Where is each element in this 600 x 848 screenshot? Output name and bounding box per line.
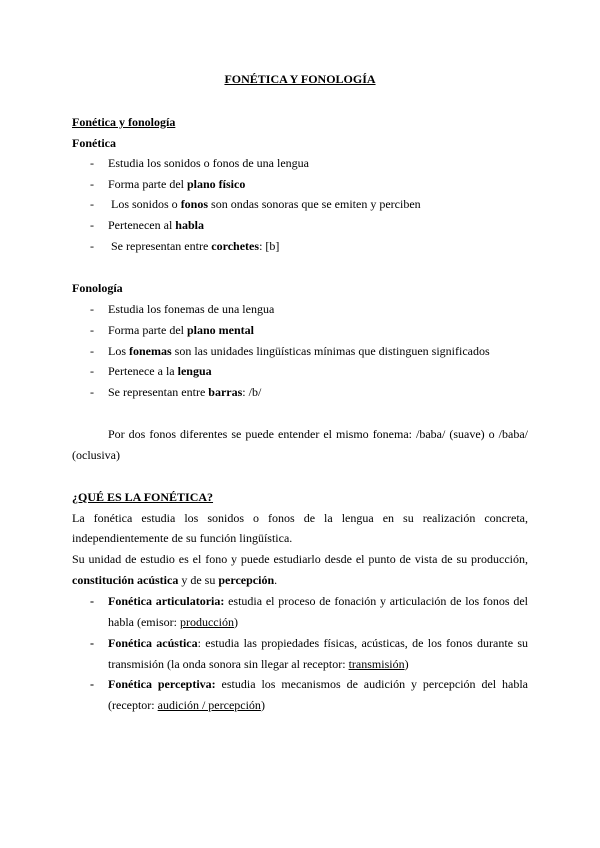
list-dash: - — [90, 344, 94, 358]
list-dash: - — [90, 177, 94, 191]
list-dash: - — [90, 302, 94, 316]
subheading-fonetica: Fonética — [72, 136, 116, 150]
list-item: Pertenecen al habla — [108, 218, 204, 232]
list-dash: - — [90, 197, 94, 211]
list-item: Estudia los fonemas de una lengua — [108, 302, 275, 316]
example-paragraph-line1: Por dos fonos diferentes se puede entender el mismo fonema: /baba/ (suave) o /baba/ — [108, 427, 528, 441]
list-item: Se representan entre corchetes: [b] — [108, 239, 280, 253]
example-paragraph-line2: (oclusiva) — [72, 448, 120, 462]
list-item: Se representan entre barras: /b/ — [108, 385, 262, 399]
paragraph-1-line2: independientemente de su función lingüística. — [72, 531, 293, 545]
list-item: Pertenece a la lengua — [108, 364, 212, 378]
list-item: Fonética acústica: estudia las propiedades físicas, acústicas, de los fonos durante su transmisión (la onda sonora sin llegar al receptor: transmisión) — [108, 636, 528, 671]
list-dash: - — [90, 594, 94, 608]
section-heading-que-es-la-fonetica: ¿QUÉ ES LA FONÉTICA? — [72, 490, 214, 504]
list-item: Fonética perceptiva: estudia los mecanismos de audición y percepción del habla (receptor: audición / percepción) — [108, 677, 528, 712]
list-item: Estudia los sonidos o fonos de una lengua — [108, 156, 309, 170]
list-item: Forma parte del plano mental — [108, 323, 254, 337]
document-title: FONÉTICA Y FONOLOGÍA — [224, 72, 376, 86]
list-dash: - — [90, 385, 94, 399]
paragraph-2-line1: Su unidad de estudio es el fono y puede estudiarlo desde el punto de vista de su producción, — [72, 552, 528, 566]
list-dash: - — [90, 364, 94, 378]
paragraph-2-line2: constitución acústica y de su percepción. — [72, 573, 278, 587]
list-dash: - — [90, 636, 94, 650]
section-heading-fonetica-fonologia: Fonética y fonología — [72, 115, 176, 129]
list-item: Forma parte del plano físico — [108, 177, 246, 191]
list-item: Los fonemas son las unidades lingüísticas mínimas que distinguen significados — [108, 344, 490, 358]
list-dash: - — [90, 239, 94, 253]
list-dash: - — [90, 156, 94, 170]
list-item: Fonética articulatoria: estudia el proceso de fonación y articulación de los fonos del habla (emisor: producción) — [108, 594, 528, 629]
list-dash: - — [90, 323, 94, 337]
subheading-fonologia: Fonología — [72, 281, 123, 295]
paragraph-1-line1: La fonética estudia los sonidos o fonos de la lengua en su realización concreta, — [72, 511, 528, 525]
list-item: Los sonidos o fonos son ondas sonoras que se emiten y perciben — [108, 197, 421, 211]
list-dash: - — [90, 677, 94, 691]
list-dash: - — [90, 218, 94, 232]
